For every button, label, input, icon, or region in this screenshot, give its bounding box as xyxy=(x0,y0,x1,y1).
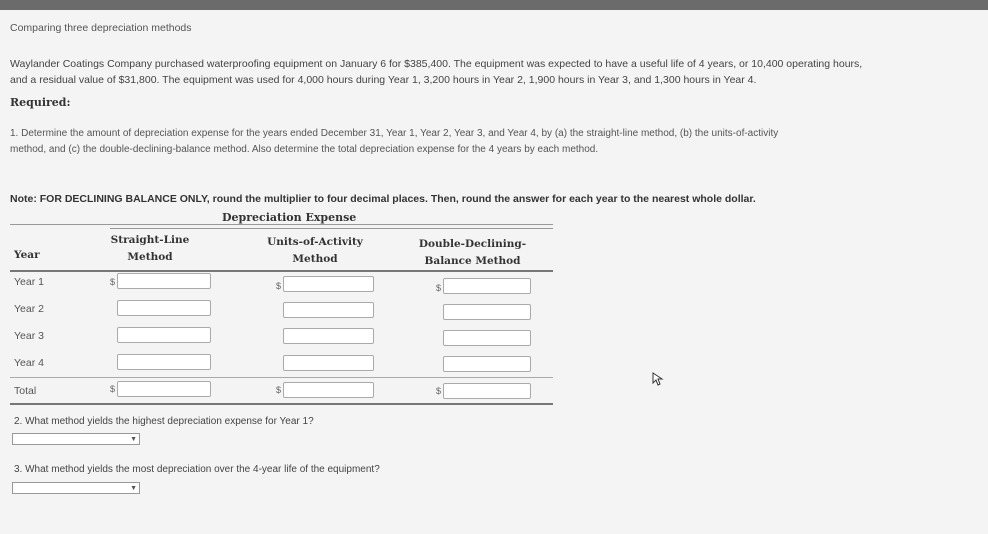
intro-line-1: Waylander Coatings Company purchased waterproofing equipment on January 6 for $385,400. The equipment was expected to have a useful life of 4 years, or 10,400 operating hours, xyxy=(10,58,863,70)
col-header-units-of-activity xyxy=(250,234,380,268)
question-2: 2. What method yields the highest depreciation expense for Year 1? xyxy=(14,416,314,427)
rounding-note: Note: FOR DECLINING BALANCE ONLY, round the multiplier to four decimal places. Then, round the answer for each year to the nearest whole dollar. xyxy=(10,193,756,205)
col-header-year: Year xyxy=(14,249,40,261)
group-header-divider xyxy=(110,228,553,229)
chevron-down-icon: ▼ xyxy=(130,485,137,492)
currency-sign: $ xyxy=(276,281,282,291)
sl-year-4-input[interactable] xyxy=(117,354,211,370)
col-header-double-declining xyxy=(405,236,540,270)
row-label-year-1: Year 1 xyxy=(14,276,44,288)
table-header-divider xyxy=(10,270,553,272)
chevron-down-icon: ▼ xyxy=(130,436,137,443)
total-divider xyxy=(10,377,553,378)
ddb-year-3-input[interactable] xyxy=(443,330,531,346)
question-3: 3. What method yields the most depreciation over the 4-year life of the equipment? xyxy=(14,464,380,475)
ddb-year-1-input[interactable] xyxy=(443,278,531,294)
intro-line-2: and a residual value of $31,800. The equipment was used for 4,000 hours during Year 1, 3,200 hours in Year 2, 1,900 hours in Year 3, and 1,300 hours in Year 4. xyxy=(10,74,757,86)
question-1-line-1: 1. Determine the amount of depreciation expense for the years ended December 31, Year 1, Year 2, Year 3, and Year 4, by (a) the straight-line method, (b) the units-of-activity xyxy=(10,128,779,139)
row-label-total: Total xyxy=(14,385,37,397)
currency-sign: $ xyxy=(436,386,442,396)
col-header-units-of-activity-1: Units-of-Activity xyxy=(267,236,363,248)
row-label-year-4: Year 4 xyxy=(14,357,44,369)
currency-sign: $ xyxy=(436,283,442,293)
col-header-straight-line-2: Method xyxy=(127,251,173,263)
table-bottom-divider xyxy=(10,403,553,405)
col-header-units-of-activity-2: Method xyxy=(292,253,338,265)
question-1 xyxy=(10,126,970,158)
row-label-year-2: Year 2 xyxy=(14,303,44,315)
ua-year-1-input[interactable] xyxy=(283,276,374,292)
ua-year-2-input[interactable] xyxy=(283,302,374,318)
ua-total-input[interactable] xyxy=(283,382,374,398)
depreciation-expense-header: Depreciation Expense xyxy=(222,211,357,224)
sl-total-input[interactable] xyxy=(117,381,211,397)
table-top-divider xyxy=(10,224,553,225)
currency-sign: $ xyxy=(276,385,282,395)
col-header-straight-line-1: Straight-Line xyxy=(110,234,190,246)
page-title: Comparing three depreciation methods xyxy=(10,22,192,34)
col-header-straight-line xyxy=(90,232,210,266)
ua-year-3-input[interactable] xyxy=(283,328,374,344)
row-label-year-3: Year 3 xyxy=(14,330,44,342)
col-header-double-declining-2: Balance Method xyxy=(424,255,521,267)
sl-year-3-input[interactable] xyxy=(117,327,211,343)
currency-sign: $ xyxy=(110,384,116,394)
question-1-line-2: method, and (c) the double-declining-balance method. Also determine the total depreciation expense for the 4 years by each method. xyxy=(10,144,599,155)
top-bar xyxy=(0,0,988,10)
col-header-double-declining-1: Double-Declining- xyxy=(418,238,527,250)
problem-intro xyxy=(10,56,980,88)
currency-sign: $ xyxy=(110,277,116,287)
question-3-select[interactable] xyxy=(12,482,140,494)
mouse-pointer-icon xyxy=(652,372,664,386)
ddb-year-2-input[interactable] xyxy=(443,304,531,320)
required-label: Required: xyxy=(10,96,71,109)
sl-year-2-input[interactable] xyxy=(117,300,211,316)
sl-year-1-input[interactable] xyxy=(117,273,211,289)
ddb-total-input[interactable] xyxy=(443,383,531,399)
ua-year-4-input[interactable] xyxy=(283,355,374,371)
ddb-year-4-input[interactable] xyxy=(443,356,531,372)
question-2-select[interactable] xyxy=(12,433,140,445)
